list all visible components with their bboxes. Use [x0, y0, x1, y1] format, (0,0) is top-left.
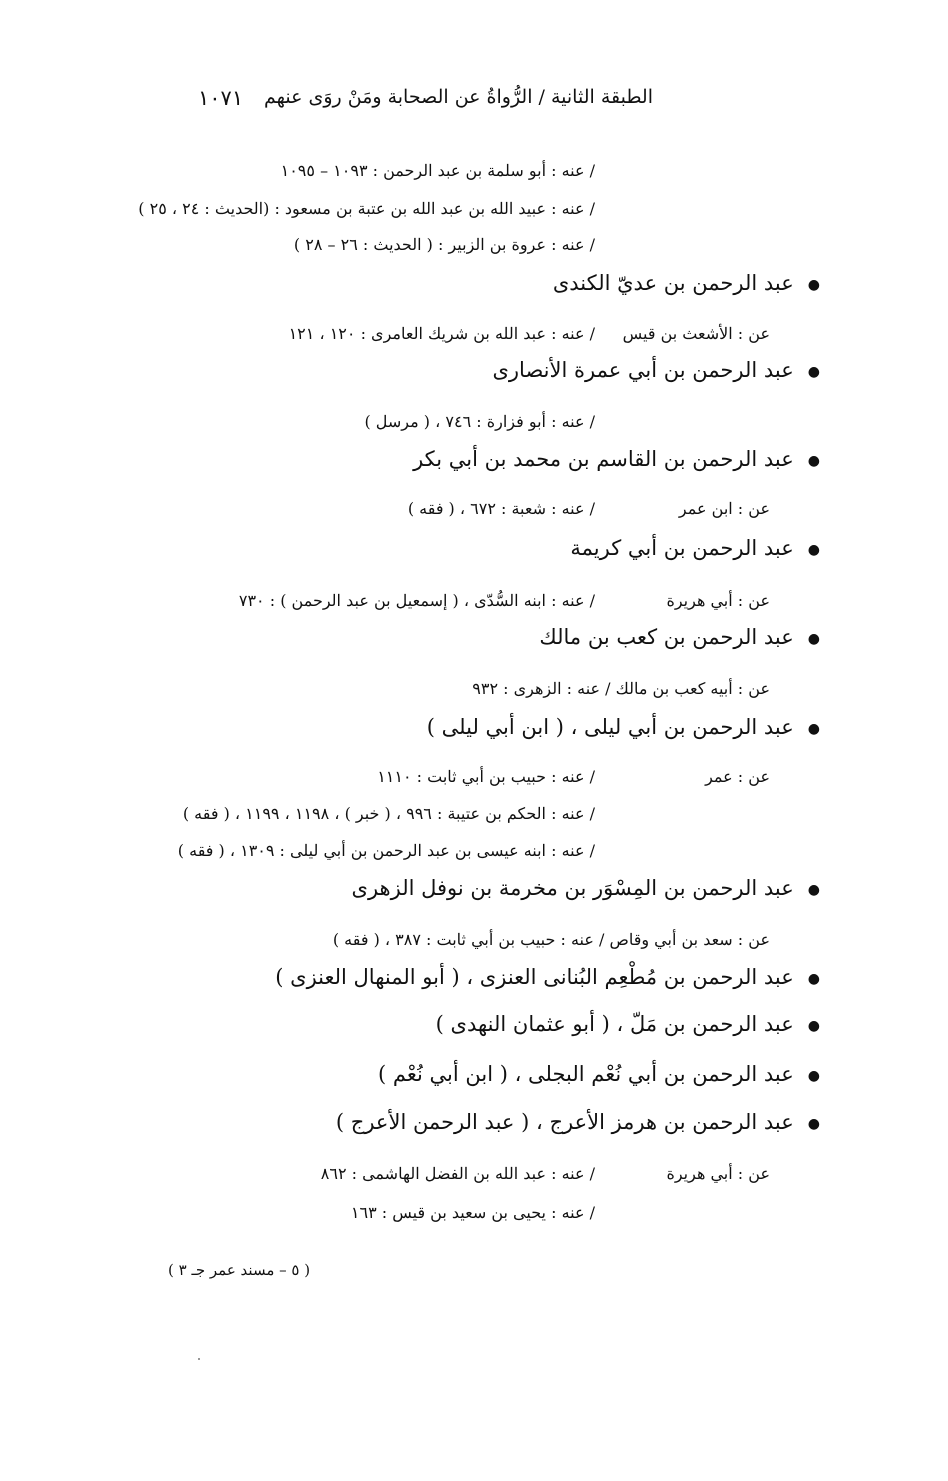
ref-line: / عنه : عروة بن الزبير : ( الحديث : ٢٦ – ٢٨ ) — [293, 235, 595, 254]
narrated-from: عن : أبي هريرة — [666, 1164, 770, 1183]
ref-line: / عنه : ابنه عيسى بن عبد الرحمن بن أبي ليلى : ١٣٠٩ ، ( فقه ) — [177, 841, 595, 860]
narrated-from — [333, 930, 770, 949]
narrator-entry — [570, 536, 820, 560]
entry-name: عبد الرحمن بن أبي ليلى ، ( ابن أبي ليلى ) — [426, 715, 794, 739]
narrator-entry — [413, 447, 820, 471]
narrator-entry — [553, 271, 820, 295]
entry-name: عبد الرحمن بن أبي نُعْم البجلى ، ( ابن أبي نُعْم ) — [378, 1062, 794, 1086]
ref-line: / عنه : عبد الله بن شريك العامرى : ١٢٠ ، ١٢١ — [288, 324, 595, 343]
bullet-icon: ● — [807, 1017, 820, 1034]
ref-line: / عنه : حبيب بن أبي ثابت : ١١١٠ — [377, 767, 595, 786]
footer-note: ( ٥ – مسند عمر جـ ٣ ) — [168, 1261, 311, 1279]
ref-line: / عنه : ابنه السُّدّى ، ( إسمعيل بن عبد الرحمن ) : ٧٣٠ — [238, 591, 595, 610]
bullet-icon: ● — [807, 1115, 820, 1132]
bullet-icon: ● — [807, 363, 820, 380]
bullet-icon: ● — [807, 970, 820, 987]
narrated-from: عن : الأشعث بن قيس — [622, 324, 770, 343]
entry-name: عبد الرحمن بن عديّ الكندى — [552, 271, 794, 295]
entry-name: عبد الرحمن بن هرمز الأعرج ، ( عبد الرحمن الأعرج ) — [335, 1110, 794, 1134]
entry-name: عبد الرحمن بن أبي عمرة الأنصارى — [492, 358, 794, 382]
ref-line: / عنه : عبيد الله بن عبد الله بن عتبة بن مسعود : (الحديث : ٢٤ ، ٢٥ ) — [138, 199, 595, 218]
ref-line: / عنه : أبو سلمة بن عبد الرحمن : ١٠٩٣ – ١٠٩٥ — [280, 161, 595, 180]
running-header-title: الطبقة الثانية / الرُّواةُ عن الصحابة ومَنْ روَى عنهم — [263, 86, 653, 108]
bullet-icon: ● — [807, 276, 820, 293]
narrated-from: عن : أبي هريرة — [666, 591, 770, 610]
narrator-entry — [378, 1062, 820, 1086]
narrator-entry — [492, 358, 820, 382]
ref-line: / عنه : شعبة : ٦٧٢ ، ( فقه ) — [407, 499, 595, 518]
entry-name: عبد الرحمن بن المِسْوَر بن مخرمة بن نوفل الزهرى — [351, 876, 794, 900]
narrated-from: عن : ابن عمر — [678, 499, 770, 518]
ref-line: / عنه : يحيى بن سعيد بن قيس : ١٦٣ — [350, 1203, 595, 1222]
bullet-icon: ● — [807, 881, 820, 898]
narrated-from: عن : عمر — [705, 767, 770, 786]
narrator-entry — [427, 715, 820, 739]
ref-line: / عنه : أبو فزارة : ٧٤٦ ، ( مرسل ) — [364, 412, 595, 431]
bullet-icon: ● — [807, 630, 820, 647]
narrated-from-name: عن : سعد بن أبي وقاص — [609, 930, 770, 949]
narrated-from — [472, 679, 770, 698]
narrator-entry — [436, 1012, 820, 1036]
entry-name: عبد الرحمن بن القاسم بن محمد بن أبي بكر — [413, 447, 794, 471]
entry-name: عبد الرحمن بن مَلّ ، ( أبو عثمان النهدى ) — [435, 1012, 794, 1036]
ref-line: / عنه : الزهرى : ٩٣٢ — [472, 679, 611, 698]
bullet-icon: ● — [807, 541, 820, 558]
ref-line: / عنه : حبيب بن أبي ثابت : ٣٨٧ ، ( فقه ) — [332, 930, 605, 949]
bullet-icon: ● — [807, 720, 820, 737]
narrator-entry — [336, 1110, 820, 1134]
bullet-icon: ● — [807, 452, 820, 469]
speck-mark — [198, 1358, 200, 1360]
narrator-entry — [275, 965, 820, 989]
page-number: ١٠٧١ — [198, 86, 244, 110]
narrator-entry — [539, 625, 820, 649]
bullet-icon: ● — [807, 1067, 820, 1084]
ref-line: / عنه : عبد الله بن الفضل الهاشمى : ٨٦٢ — [320, 1164, 595, 1183]
narrator-entry — [352, 876, 820, 900]
narrated-from-name: عن : أبيه كعب بن مالك — [615, 679, 770, 698]
ref-line: / عنه : الحكم بن عتيبة : ٩٩٦ ، ( خبر ) ، ١١٩٨ ، ١١٩٩ ، ( فقه ) — [182, 804, 595, 823]
entry-name: عبد الرحمن بن مُطْعِم البُنانى العنزى ، ( أبو المنهال العنزى ) — [275, 965, 794, 989]
entry-name: عبد الرحمن بن كعب بن مالك — [539, 625, 794, 649]
entry-name: عبد الرحمن بن أبي كريمة — [570, 536, 794, 560]
